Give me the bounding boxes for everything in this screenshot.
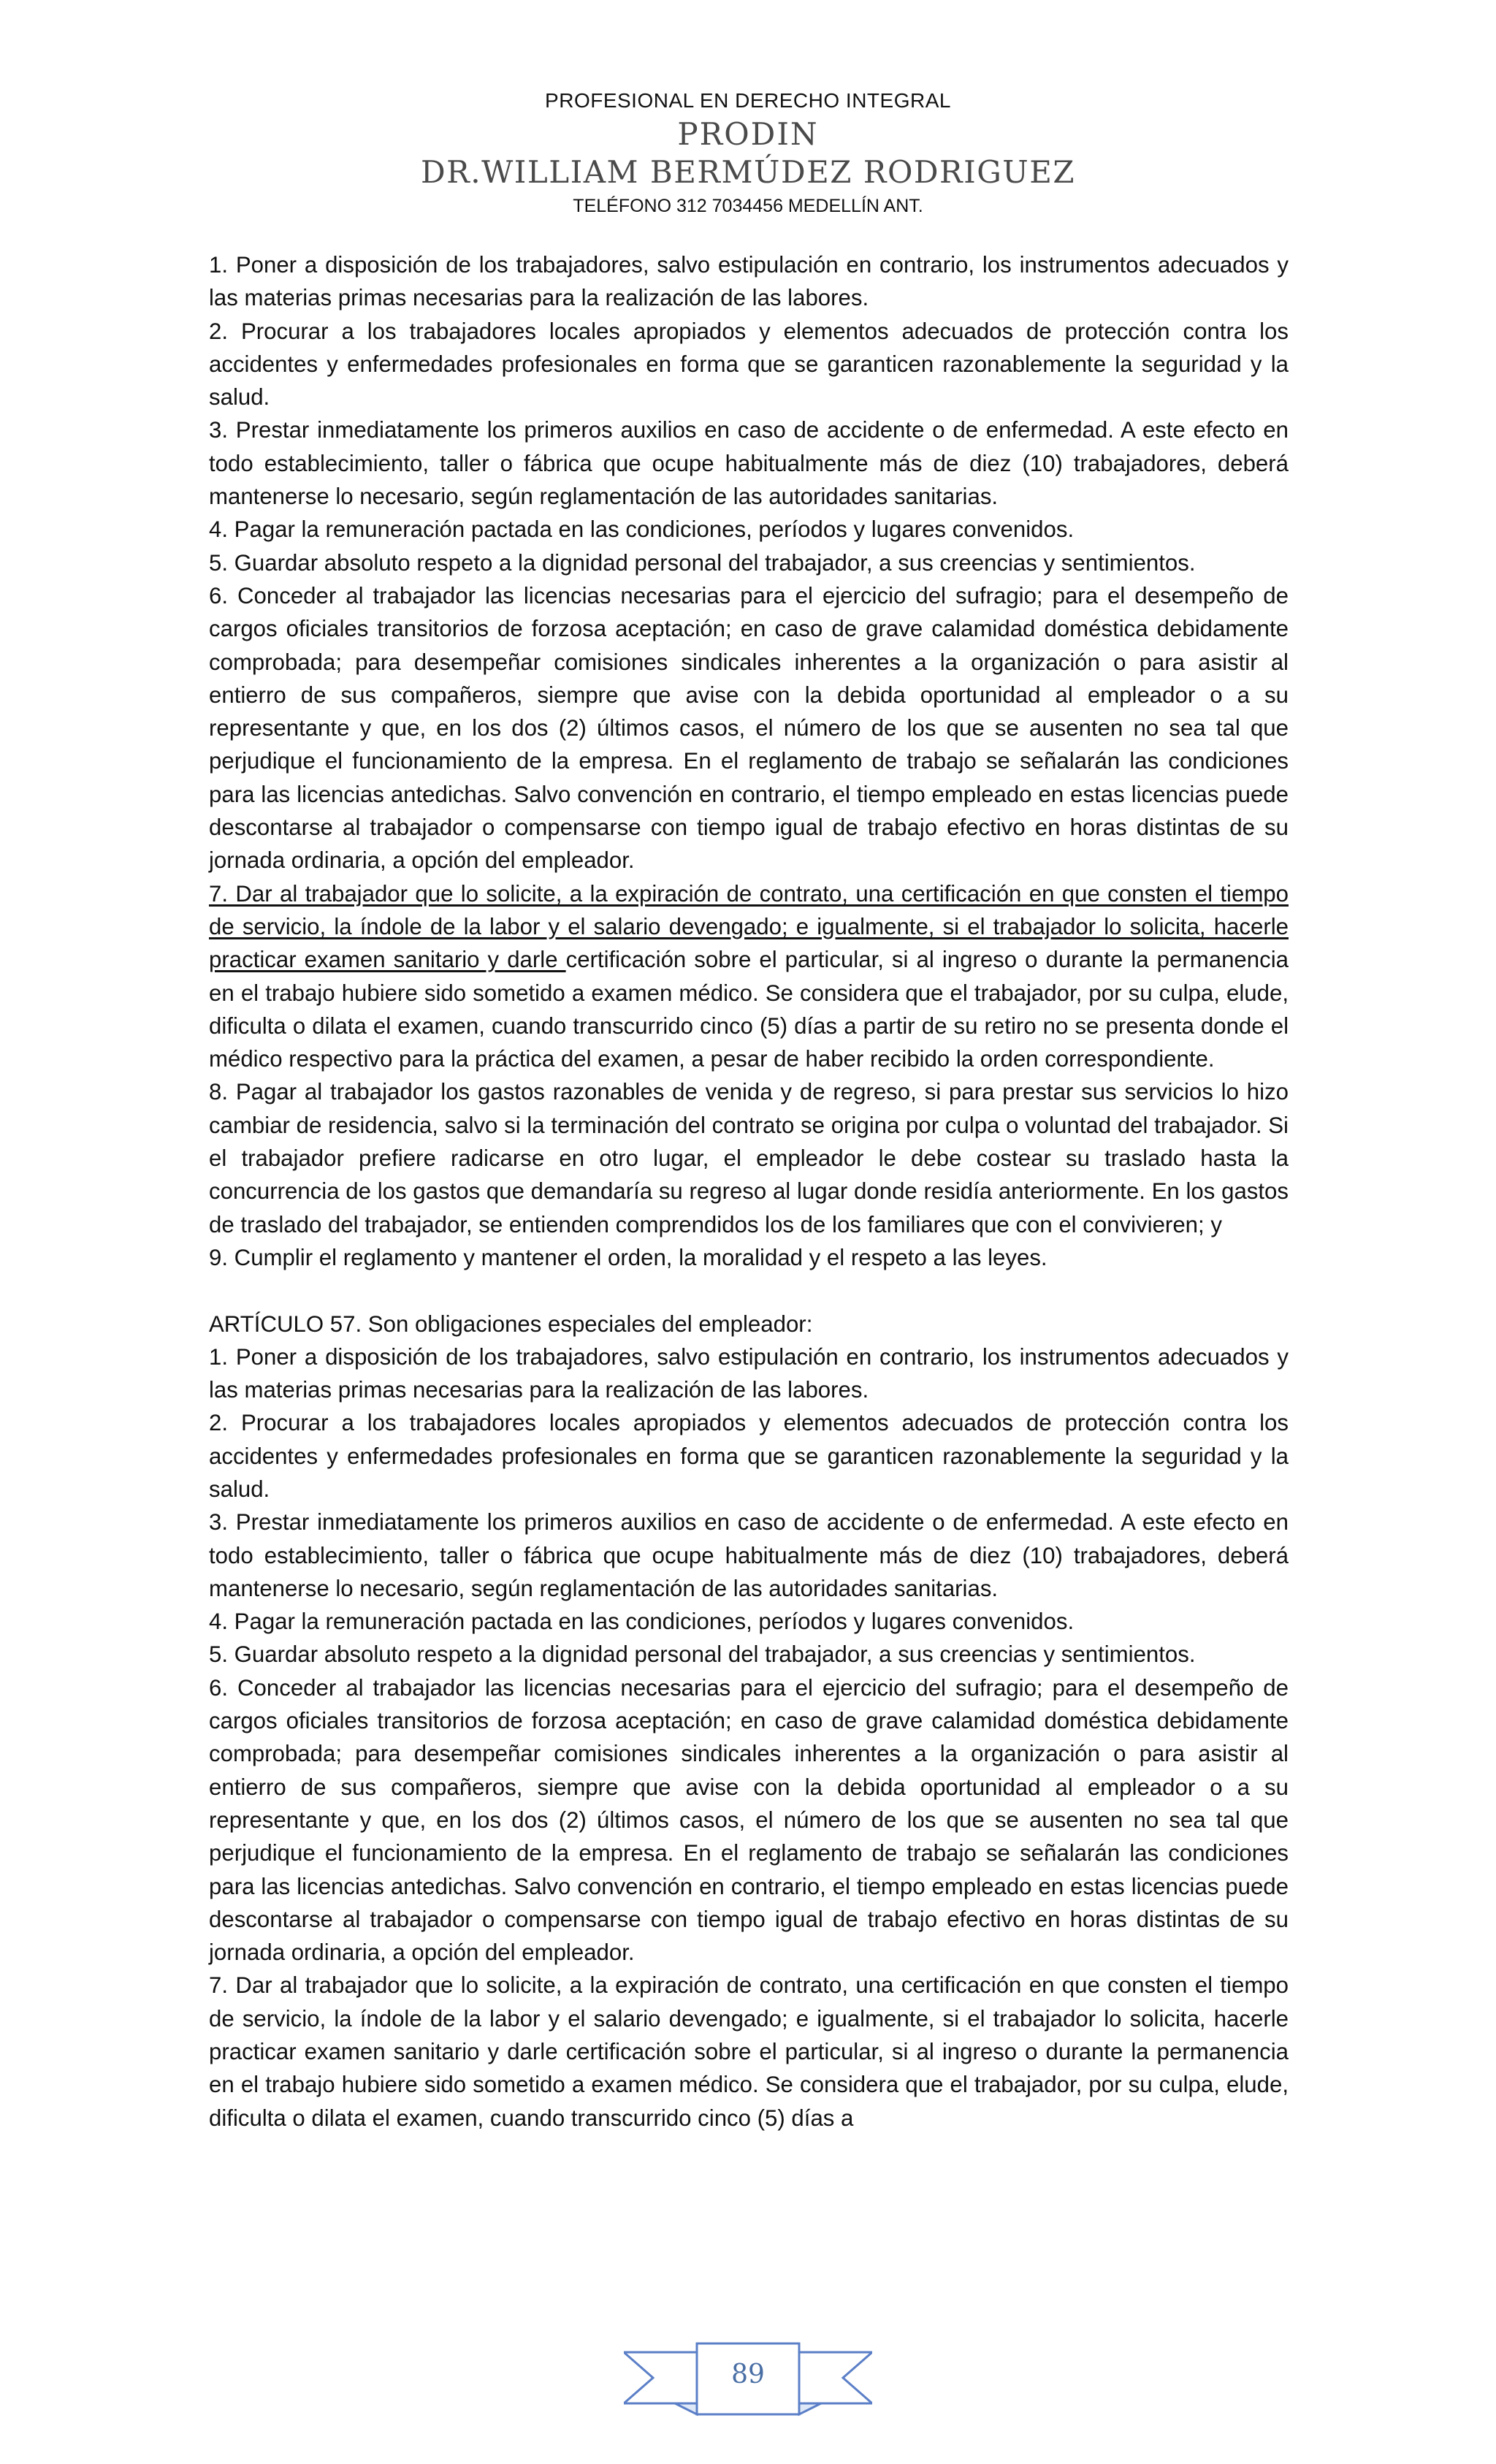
document-body (209, 248, 1289, 2135)
article-57-item-4: 4. Pagar la remuneración pactada en las condiciones, períodos y lugares convenidos. (209, 1609, 1075, 1635)
page-footer (0, 2338, 1496, 2418)
paragraph-spacer (209, 1274, 1289, 1307)
article-57-item-6: 6. Conceder al trabajador las licencias necesarias para el ejercicio del sufragio; para el desempeño de cargos oficiales transitorios de forzosa aceptación; en caso de grave calamidad doméstica debidamente comprobada; para desempeñar comisiones sindicales inherentes a la organización o para asistir al entierro de sus compañeros, siempre que avise con la debida oportunidad al empleador o a su representante y que, en los dos (2) últimos casos, el número de los que se ausenten no sea tal que perjudique el funcionamiento de la empresa. En el reglamento de trabajo se señalarán las condiciones para las licencias antedichas. Salvo convención en contrario, el tiempo empleado en estas licencias puede descontarse al trabajador o compensarse con tiempo igual de trabajo efectivo en horas distintas de su jornada ordinaria, a opción del empleador. (209, 1674, 1289, 1966)
paragraph-obligation-2: 2. Procurar a los trabajadores locales apropiados y elementos adecuados de protección contra los accidentes y enfermedades profesionales en forma que se garanticen razonablemente la seguridad y la salud. (209, 318, 1289, 411)
letterhead-attorney-name: DR.WILLIAM BERMÚDEZ RODRIGUEZ (420, 154, 1076, 190)
paragraph-obligation-7-rest: certificación sobre el particular, si al ingreso o durante la permanencia en el trabajo hubiere sido sometido a examen médico. Se considera que el trabajador, por su culpa, elude, dificulta o dilata el examen, cuando transcurrido cinco (5) días a partir de su retiro no se presenta donde el médico respectivo para la práctica del examen, a pesar de haber recibido la orden correspondiente. (209, 947, 1289, 1072)
paragraph-obligation-9: 9. Cumplir el reglamento y mantener el orden, la moralidad y el respeto a las leyes. (209, 1244, 1047, 1270)
article-57-heading: ARTÍCULO 57. Son obligaciones especiales del empleador: (209, 1311, 813, 1337)
paragraph-obligation-3: 3. Prestar inmediatamente los primeros auxilios en caso de accidente o de enfermedad. A este efecto en todo establecimiento, taller o fábrica que ocupe habitualmente más de diez (10) trabajadores, deberá mantenerse lo necesario, según reglamentación de las autoridades sanitarias. (209, 417, 1289, 510)
article-57-item-1: 1. Poner a disposición de los trabajadores, salvo estipulación en contrario, los instrumentos adecuados y las materias primas necesarias para la realización de las labores. (209, 1343, 1289, 1403)
paragraph-obligation-6: 6. Conceder al trabajador las licencias necesarias para el ejercicio del sufragio; para el desempeño de cargos oficiales transitorios de forzosa aceptación; en caso de grave calamidad doméstica debidamente comprobada; para desempeñar comisiones sindicales inherentes a la organización o para asistir al entierro de sus compañeros, siempre que avise con la debida oportunidad al empleador o a su representante y que, en los dos (2) últimos casos, el número de los que se ausenten no sea tal que perjudique el funcionamiento de la empresa. En el reglamento de trabajo se señalarán las condiciones para las licencias antedichas. Salvo convención en contrario, el tiempo empleado en estas licencias puede descontarse al trabajador o compensarse con tiempo igual de trabajo efectivo en horas distintas de su jornada ordinaria, a opción del empleador. (209, 582, 1289, 874)
letterhead (0, 86, 1496, 221)
article-57-item-3: 3. Prestar inmediatamente los primeros auxilios en caso de accidente o de enfermedad. A este efecto en todo establecimiento, taller o fábrica que ocupe habitualmente más de diez (10) trabajadores, deberá mantenerse lo necesario, según reglamentación de las autoridades sanitarias. (209, 1509, 1289, 1601)
paragraph-obligation-7 (209, 877, 1289, 1076)
page-number: 89 (731, 2360, 765, 2389)
letterhead-contact: TELÉFONO 312 7034456 MEDELLÍN ANT. (573, 196, 923, 216)
paragraph-obligation-8: 8. Pagar al trabajador los gastos razonables de venida y de regreso, si para prestar sus servicios lo hizo cambiar de residencia, salvo si la terminación del contrato se origina por culpa o voluntad del trabajador. Si el trabajador prefiere radicarse en otro lugar, el empleador le debe costear su traslado hasta la concurrencia de los gastos que demandaría su regreso al lugar donde residía anteriormente. En los gastos de traslado del trabajador, se entienden comprendidos los de los familiares que con el convivieren; y (209, 1079, 1289, 1237)
article-57-item-7: 7. Dar al trabajador que lo solicite, a la expiración de contrato, una certificación en que consten el tiempo de servicio, la índole de la labor y el salario devengado; e igualmente, si el trabajador lo solicita, hacerle practicar examen sanitario y darle certificación sobre el particular, si al ingreso o durante la permanencia en el trabajo hubiere sido sometido a examen médico. Se considera que el trabajador, por su culpa, elude, dificulta o dilata el examen, cuando transcurrido cinco (5) días a (209, 1972, 1289, 2131)
article-57-item-5: 5. Guardar absoluto respeto a la dignidad personal del trabajador, a sus creencias y sentimientos. (209, 1641, 1196, 1668)
letterhead-profession: PROFESIONAL EN DERECHO INTEGRAL (545, 89, 951, 112)
letterhead-firm-name: PRODIN (677, 116, 819, 152)
article-57-item-2: 2. Procurar a los trabajadores locales apropiados y elementos adecuados de protección contra los accidentes y enfermedades profesionales en forma que se garanticen razonablemente la seguridad y la salud. (209, 1410, 1289, 1502)
paragraph-obligation-5: 5. Guardar absoluto respeto a la dignidad personal del trabajador, a sus creencias y sentimientos. (209, 549, 1196, 576)
paragraph-obligation-4: 4. Pagar la remuneración pactada en las condiciones, períodos y lugares convenidos. (209, 516, 1075, 543)
underlined-text: 7. Dar al trabajador que lo solicite, a la expiración de contrato, una certificación en que consten el tiempo de servicio, la índole de la labor y el salario devengado; e igualmente, si el trabajador lo solicita, hacerle practicar examen sanitario y darle (209, 880, 1289, 973)
paragraph-obligation-1: 1. Poner a disposición de los trabajadores, salvo estipulación en contrario, los instrumentos adecuados y las materias primas necesarias para la realización de las labores. (209, 252, 1289, 311)
